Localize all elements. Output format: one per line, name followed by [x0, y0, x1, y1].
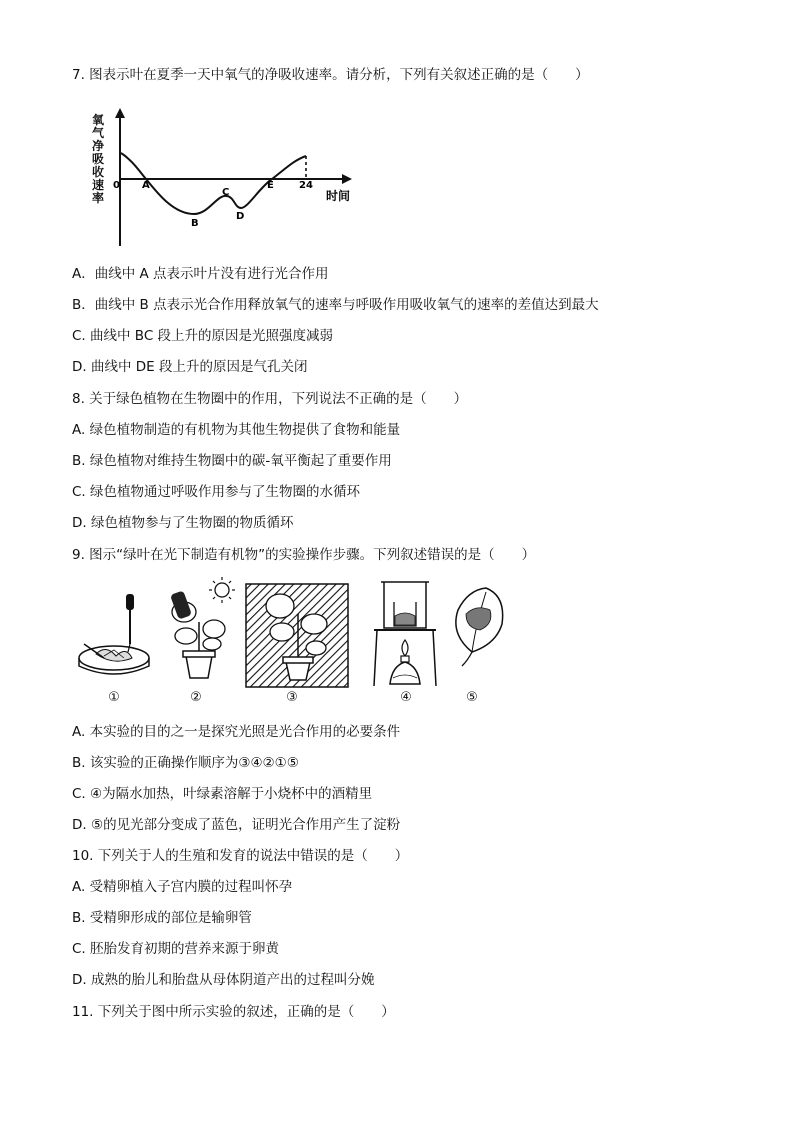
plant-in-dark-box-illustration — [246, 584, 348, 687]
q7-stem: 7. 图表示叶在夏季一天中氧气的净吸收速率。请分析，下列有关叙述正确的是（ ） — [72, 67, 589, 83]
q9-caption-3: ③ — [286, 690, 298, 705]
q7-x-axis-label: 时间 — [326, 189, 351, 203]
petri-dish-dropper-illustration — [79, 594, 149, 674]
q7-option-d: D. 曲线中 DE 段上升的原因是气孔关闭 — [72, 359, 308, 375]
q10-option-a: A. 受精卵植入子宫内膜的过程叫怀孕 — [72, 879, 293, 895]
q9-stem: 9. 图示“绿叶在光下制造有机物”的实验操作步骤。下列叙述错误的是（ ） — [72, 547, 536, 563]
q9-caption-5: ⑤ — [466, 690, 478, 705]
svg-text:收: 收 — [91, 165, 105, 179]
q7-y-axis-label — [92, 112, 105, 205]
q9-option-c: C. ④为隔水加热，叶绿素溶解于小烧杯中的酒精里 — [72, 786, 373, 802]
q7-point-e: E — [267, 180, 274, 191]
q7-tick-24: 24 — [299, 180, 313, 191]
q10-option-b: B. 受精卵形成的部位是输卵管 — [72, 910, 252, 926]
q7-x-axis-arrow — [342, 174, 352, 184]
q8-option-c: C. 绿色植物通过呼吸作用参与了生物圈的水循环 — [72, 484, 361, 500]
plant-with-covered-leaf-illustration — [170, 577, 235, 678]
q8-option-a: A. 绿色植物制造的有机物为其他生物提供了食物和能量 — [72, 422, 401, 438]
q7-point-a: A — [142, 180, 150, 191]
q7-option-a: A．曲线中 A 点表示叶片没有进行光合作用 — [72, 266, 329, 282]
q9-figure — [74, 574, 514, 714]
q10-stem: 10. 下列关于人的生殖和发育的说法中错误的是（ ） — [72, 848, 409, 864]
svg-text:净: 净 — [91, 139, 105, 153]
svg-text:率: 率 — [91, 191, 105, 205]
q10-option-d: D. 成熟的胎儿和胎盘从母体阴道产出的过程叫分娩 — [72, 972, 375, 988]
q8-stem: 8. 关于绿色植物在生物圈中的作用，下列说法不正确的是（ ） — [72, 391, 468, 407]
q7-point-d: D — [236, 211, 245, 222]
q7-option-b: B．曲线中 B 点表示光合作用释放氧气的速率与呼吸作用吸收氧气的速率的差值达到最大 — [72, 297, 599, 313]
svg-text:吸: 吸 — [91, 152, 105, 166]
q7-option-c: C. 曲线中 BC 段上升的原因是光照强度减弱 — [72, 328, 334, 344]
q11-stem: 11. 下列关于图中所示实验的叙述，正确的是（ ） — [72, 1004, 395, 1020]
q7-chart — [84, 106, 364, 252]
q7-y-axis-arrow — [115, 108, 125, 118]
q7-point-c: C — [222, 187, 230, 198]
q9-option-a: A. 本实验的目的之一是探究光照是光合作用的必要条件 — [72, 724, 401, 740]
svg-text:气: 气 — [91, 126, 105, 140]
q9-option-b: B. 该实验的正确操作顺序为③④②①⑤ — [72, 755, 299, 771]
q9-option-d: D. ⑤的见光部分变成了蓝色，证明光合作用产生了淀粉 — [72, 817, 401, 833]
q8-option-b: B. 绿色植物对维持生物圈中的碳-氧平衡起了重要作用 — [72, 453, 392, 469]
svg-text:氧: 氧 — [91, 113, 105, 127]
water-bath-heating-illustration — [374, 582, 436, 686]
q9-caption-1: ① — [108, 690, 120, 705]
q9-caption-2: ② — [190, 690, 202, 705]
q7-origin-label: 0 — [113, 180, 120, 191]
stained-leaf-illustration — [456, 588, 503, 666]
q7-point-b: B — [191, 218, 199, 229]
svg-text:速: 速 — [91, 178, 105, 192]
q9-caption-4: ④ — [400, 690, 412, 705]
q10-option-c: C. 胚胎发育初期的营养来源于卵黄 — [72, 941, 280, 957]
q8-option-d: D. 绿色植物参与了生物圈的物质循环 — [72, 515, 294, 531]
